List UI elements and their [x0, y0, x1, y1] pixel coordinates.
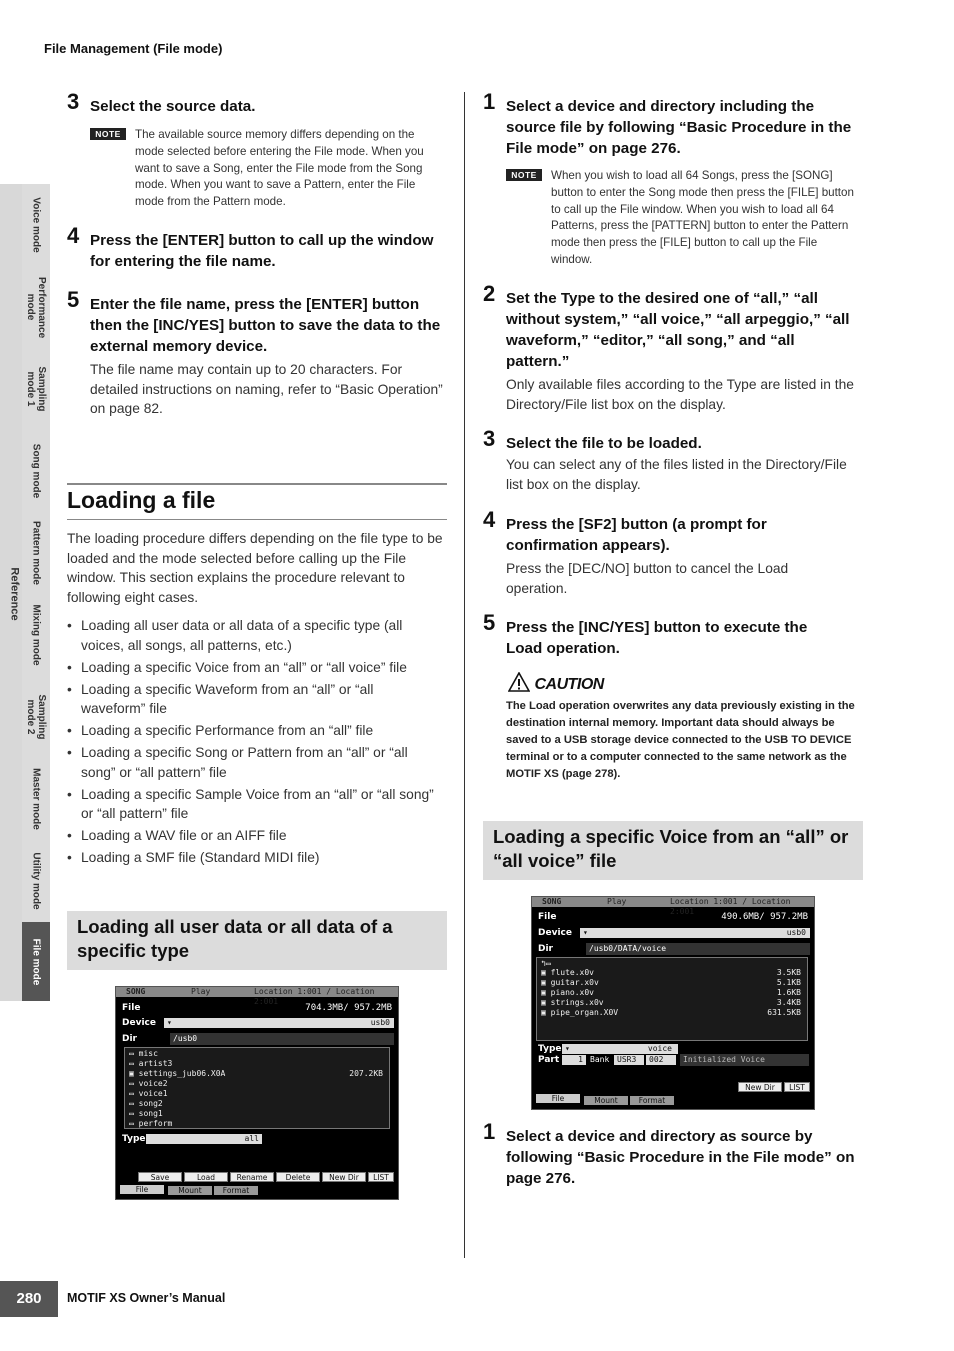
file-screen-load-voice [531, 896, 815, 1110]
step-title: Select a device and directory as source by following “Basic Procedure in the File mode” on page 276. [506, 1128, 855, 1187]
right-step-1 [483, 89, 856, 159]
rename-button[interactable]: Rename [230, 1172, 274, 1182]
type-select[interactable]: all [146, 1134, 262, 1144]
list-item[interactable]: ▣ strings.x0v 3.4KB [541, 998, 801, 1007]
step-title: Select the file to be loaded. [506, 435, 702, 452]
device-select[interactable]: ▾ usb0 [580, 928, 810, 938]
step-body: Press the [DEC/NO] button to cancel the Load operation. [506, 561, 789, 596]
new-dir-button[interactable]: New Dir [322, 1172, 366, 1182]
note-icon: NOTE [506, 169, 542, 181]
list-button[interactable]: LIST [368, 1172, 394, 1182]
tab-pattern-mode[interactable]: Pattern mode [22, 512, 50, 595]
step-title: Press the [ENTER] button to call up the window for entering the file name. [90, 232, 434, 270]
divider-top [67, 483, 447, 485]
tab-format[interactable]: Format [214, 1186, 258, 1195]
folder-icon: ▭ [129, 1109, 139, 1118]
load-button[interactable]: Load [184, 1172, 228, 1182]
device-row[interactable]: Device ▾ usb0 [120, 1017, 394, 1029]
file-icon: ▣ [541, 998, 551, 1007]
tab-sampling-mode-2[interactable]: Sampling mode 2 [22, 676, 50, 759]
list-item: • Loading a specific Sample Voice from an “all” or “all song” or “all pattern” file [67, 785, 435, 824]
step-title: Press the [INC/YES] button to execute the Load operation. [506, 619, 808, 657]
note-text: When you wish to load all 64 Songs, press the [SONG] button to enter the Song mode then press the [FILE] button to call up the File window. When you wish to load all 64 Patterns, press the [PATTERN] button to enter the Pattern mode then press the [FILE] button to call up the File window. [551, 169, 854, 266]
list-item: • Loading a specific Waveform from an “all” or “all waveform” file [67, 680, 435, 719]
folder-icon: ▭ [129, 1119, 139, 1128]
step-title: Select a device and directory including the source file by following “Basic Procedure in the File mode” on page 276. [506, 98, 852, 157]
step-number: 4 [483, 507, 496, 532]
list-item: • Loading a specific Voice from an “all” or “all voice” file [67, 658, 435, 678]
file-screen-save [115, 986, 399, 1200]
sidebar-tabs [0, 184, 50, 1001]
step-title: Enter the file name, press the [ENTER] button then the [INC/YES] button to save the data to the external memory device. [90, 296, 441, 355]
page-number: 280 [0, 1281, 58, 1317]
list-item[interactable]: ▣ piano.x0v 1.6KB [541, 988, 801, 997]
list-item[interactable]: ▣ settings_jub06.X0A 207.2KB [129, 1069, 383, 1078]
folder-icon: ▭ [129, 1079, 139, 1088]
tab-performance-mode[interactable]: Performance mode [22, 266, 50, 349]
file-icon: ▣ [541, 988, 551, 997]
tab-sampling-mode-1[interactable]: Sampling mode 1 [22, 348, 50, 431]
new-dir-button[interactable]: New Dir [738, 1082, 782, 1092]
list-item: • Loading a SMF file (Standard MIDI file) [67, 848, 435, 868]
save-button[interactable]: Save [138, 1172, 182, 1182]
folder-icon: ▭ [129, 1059, 139, 1068]
tab-utility-mode[interactable]: Utility mode [22, 840, 50, 923]
step-body: You can select any of the files listed in the Directory/File list box on the display. [506, 457, 847, 492]
dir-row: Dir /usb0/DATA/voice [536, 943, 810, 955]
file-icon: ▣ [129, 1069, 139, 1078]
divider-bottom [67, 519, 447, 520]
file-row: File 704.3MB/ 957.2MB [122, 1003, 392, 1013]
step-number: 3 [483, 426, 496, 451]
folder-icon: ▭ [129, 1099, 139, 1108]
right-step-2 [483, 281, 861, 414]
list-item: • Loading a specific Performance from an “all” file [67, 721, 435, 741]
list-item: • Loading all user data or all data of a specific type (all voices, all songs, all patterns, etc.) [67, 616, 435, 655]
tab-mount[interactable]: Mount [168, 1186, 212, 1195]
step-title: Set the Type to the desired one of “all,” “all without system,” “all voice,” “all arpeggio,” “all waveform,” “editor,” “all song,” and “all pattern.” [506, 290, 850, 370]
right-step-4 [483, 507, 851, 598]
left-step-4 [67, 223, 445, 272]
list-item[interactable]: ▭ voice2 [129, 1079, 168, 1088]
file-icon: ▣ [541, 968, 551, 977]
list-item[interactable]: ▣ pipe_organ.X0V 631.5KB [541, 1008, 801, 1017]
tab-file[interactable]: File [536, 1094, 580, 1103]
running-header: File Management (File mode) [44, 41, 223, 56]
step-number: 5 [483, 610, 496, 635]
list-item[interactable]: ▭ artist3 [129, 1059, 173, 1068]
part-field[interactable]: 1 [562, 1055, 586, 1065]
right-step-1b [483, 1119, 861, 1189]
note-icon: NOTE [90, 128, 126, 140]
device-row[interactable]: Device ▾ usb0 [536, 927, 810, 939]
step-title: Press the [SF2] button (a prompt for confirmation appears). [506, 516, 767, 554]
step-number: 4 [67, 223, 80, 248]
type-row[interactable]: Type ▾ voice [536, 1043, 810, 1055]
type-select[interactable]: ▾ voice [562, 1044, 678, 1054]
list-item[interactable]: ▭ voice1 [129, 1089, 168, 1098]
file-row: File 490.6MB/ 957.2MB [538, 912, 808, 922]
step-body: The file name may contain up to 20 characters. For detailed instructions on naming, refer to “Basic Operation” on page 82. [90, 362, 443, 416]
bank-field[interactable]: USR3 [614, 1055, 644, 1065]
subheading-all-user-data: Loading all user data or all data of a specific type [67, 911, 447, 970]
caution-text: The Load operation overwrites any data previously existing in the destination internal memory. Important data should always be saved to a USB storage device connected to the USB TO DEVICE terminal or to a computer connected to the same network as the MOTIF XS (page 278). [506, 700, 855, 780]
chevron-down-icon: ▾ [565, 1044, 570, 1053]
device-select[interactable]: ▾ usb0 [164, 1018, 394, 1028]
folder-icon: ▭ [129, 1049, 139, 1058]
parent-dir-icon[interactable]: ↰▭ [541, 959, 551, 968]
list-button[interactable]: LIST [784, 1082, 810, 1092]
step-title: Select the source data. [90, 98, 256, 115]
subheading-specific-voice: Loading a specific Voice from an “all” or “all voice” file [483, 821, 863, 880]
folder-icon: ▭ [129, 1089, 139, 1098]
tab-voice-mode[interactable]: Voice mode [22, 184, 50, 267]
column-divider [464, 92, 465, 1258]
file-icon: ▣ [541, 978, 551, 987]
chevron-down-icon: ▾ [583, 928, 588, 937]
list-item[interactable]: ▭ perform [129, 1119, 173, 1128]
tab-file[interactable]: File [120, 1185, 164, 1194]
tab-song-mode[interactable]: Song mode [22, 430, 50, 513]
list-item[interactable]: ▭ misc [129, 1049, 158, 1058]
left-step-3 [67, 89, 445, 117]
step-number: 1 [483, 89, 496, 114]
section-label-reference: Reference [8, 567, 21, 621]
chevron-down-icon: ▾ [167, 1018, 172, 1027]
right-step-5 [483, 610, 846, 659]
step-number: 5 [67, 287, 80, 312]
list-item: • Loading a specific Song or Pattern from an “all” or “all song” or “all pattern” file [67, 743, 435, 782]
cases-list [67, 616, 435, 870]
manual-title: MOTIF XS Owner’s Manual [67, 1291, 226, 1305]
screen-titlebar: SONG Play Location 1:001 / Location 2:001 [116, 987, 398, 997]
section-heading: Loading a file [67, 487, 216, 513]
delete-button[interactable]: Delete [276, 1172, 320, 1182]
number-field[interactable]: 002 [646, 1055, 676, 1065]
step-number: 3 [67, 89, 80, 114]
right-step-3 [483, 426, 861, 494]
file-icon: ▣ [541, 1008, 551, 1017]
tab-master-mode[interactable]: Master mode [22, 758, 50, 841]
caution-heading: CAUTION [508, 672, 604, 694]
part-row[interactable]: Part 1 Bank USR3 002 Initialized Voice [536, 1054, 810, 1066]
file-list[interactable] [536, 957, 808, 1041]
list-item[interactable]: ▭ song1 [129, 1109, 163, 1118]
dir-row: Dir /usb0 [120, 1033, 394, 1045]
list-item[interactable]: ▣ flute.x0v 3.5KB [541, 968, 801, 977]
left-step-5 [67, 287, 445, 419]
list-item[interactable]: ▭ song2 [129, 1099, 163, 1108]
file-list[interactable] [124, 1047, 390, 1129]
tab-file-mode[interactable]: File mode [22, 922, 50, 1002]
note-text: The available source memory differs depending on the mode selected before entering the File mode. When you want to save a Song, enter the File mode from the Song mode. When you want to save a Pattern, enter the File mode from the Pattern mode. [135, 128, 424, 209]
list-item: • Loading a WAV file or an AIFF file [67, 826, 435, 846]
step-number: 1 [483, 1119, 496, 1144]
tab-format[interactable]: Format [630, 1096, 674, 1105]
intro-paragraph: The loading procedure differs depending on the file type to be loaded and the mode selected before calling up the File window. This section explains the procedure relevant to following eight cases. [67, 531, 443, 605]
type-row[interactable]: Type all [120, 1133, 394, 1145]
list-item[interactable]: ▣ guitar.x0v 5.1KB [541, 978, 801, 987]
warning-icon [508, 672, 530, 692]
tab-mixing-mode[interactable]: Mixing mode [22, 594, 50, 677]
tab-mount[interactable]: Mount [584, 1096, 628, 1105]
step-number: 2 [483, 281, 496, 306]
step-body: Only available files according to the Type are listed in the Directory/File list box on the display. [506, 377, 854, 412]
screen-titlebar: SONG Play Location 1:001 / Location 2:001 [532, 897, 814, 907]
